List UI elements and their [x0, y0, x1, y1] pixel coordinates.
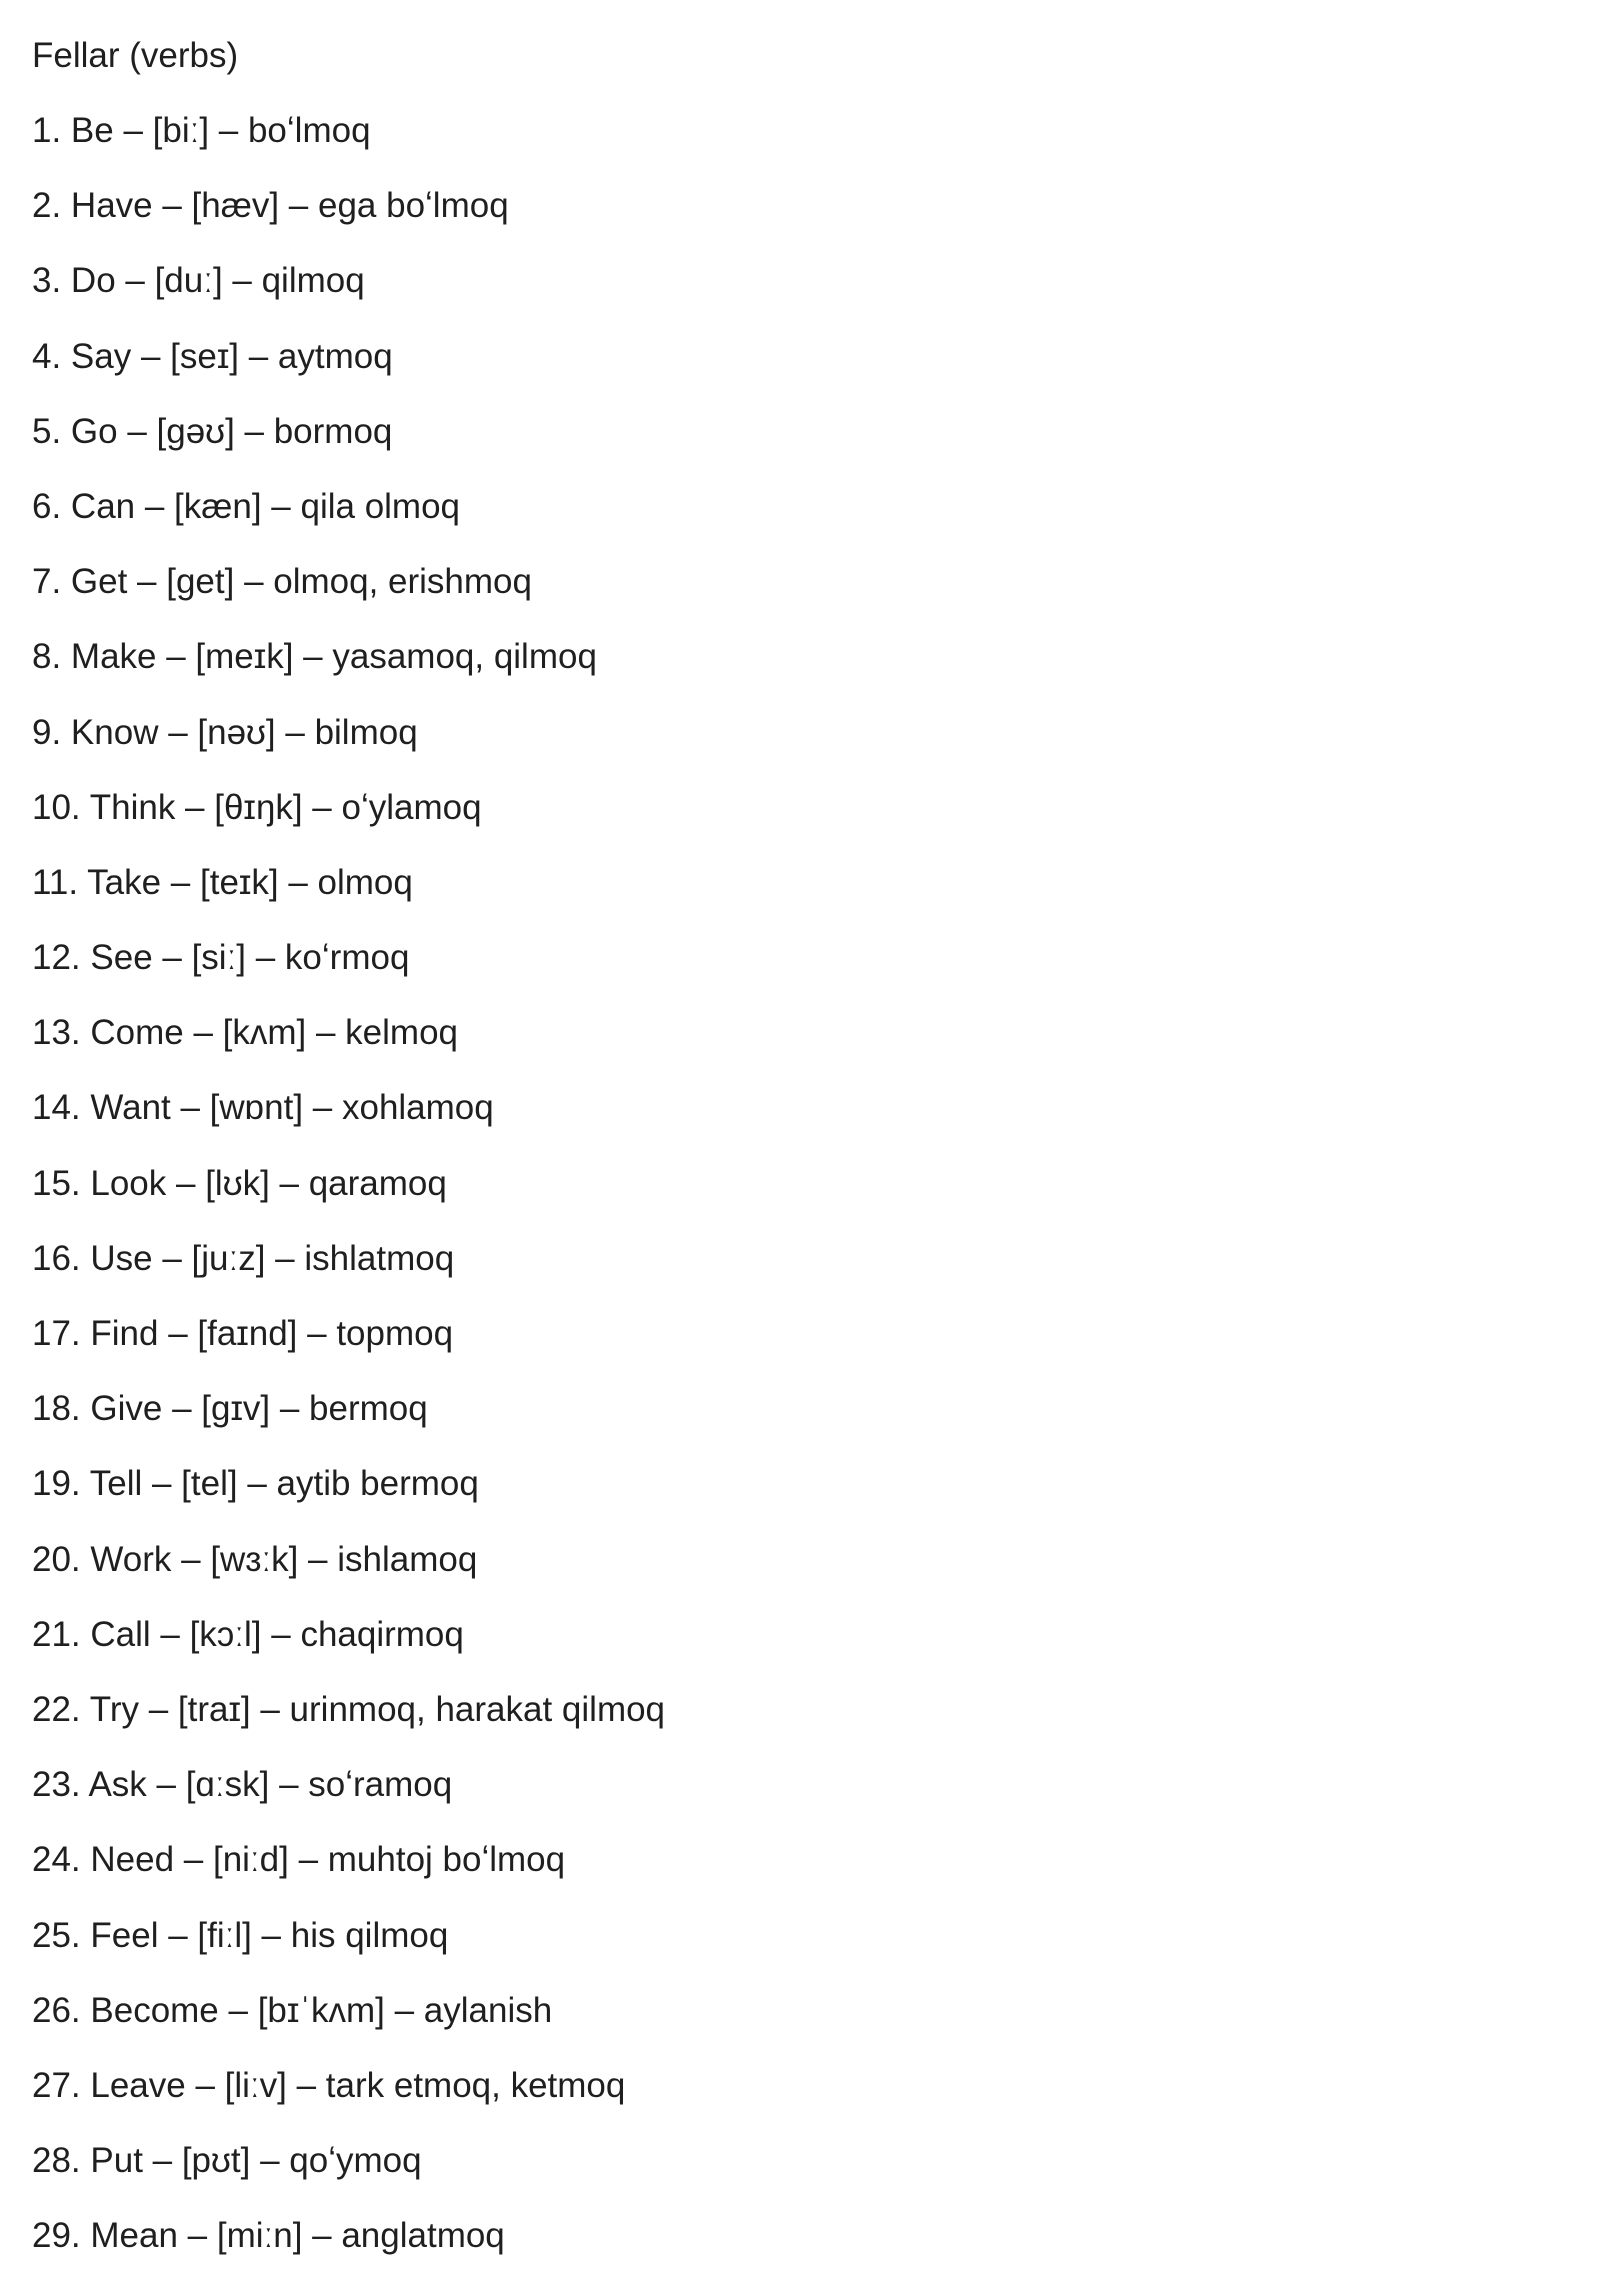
- list-item: 18. Give – [gɪv] – bermoq: [32, 1389, 428, 1429]
- list-item: 23. Ask – [ɑːsk] – soʻramoq: [32, 1765, 453, 1805]
- list-item: 4. Say – [seɪ] – aytmoq: [32, 336, 393, 376]
- list-item: 27. Leave – [liːv] – tark etmoq, ketmoq: [32, 2065, 626, 2105]
- list-item: 6. Can – [kæn] – qila olmoq: [32, 486, 461, 526]
- document-title: Fellar (verbs): [32, 36, 239, 75]
- document-page: [32, 18, 1568, 2273]
- list-item: 3. Do – [duː] – qilmoq: [32, 261, 365, 301]
- list-item: 16. Use – [juːz] – ishlatmoq: [32, 1238, 455, 1278]
- list-item: 25. Feel – [fiːl] – his qilmoq: [32, 1915, 449, 1955]
- list-item: 17. Find – [faɪnd] – topmoq: [32, 1314, 454, 1353]
- list-item: 15. Look – [lʊk] – qaramoq: [32, 1163, 447, 1203]
- list-item: 28. Put – [pʊt] – qoʻymoq: [32, 2141, 422, 2181]
- list-item: 21. Call – [kɔːl] – chaqirmoq: [32, 1614, 464, 1654]
- list-item: 11. Take – [teɪk] – olmoq: [32, 862, 413, 902]
- list-item: 19. Tell – [tel] – aytib bermoq: [32, 1464, 479, 1504]
- list-item: 8. Make – [meɪk] – yasamoq, qilmoq: [32, 637, 597, 677]
- list-item: 29. Mean – [miːn] – anglatmoq: [32, 2216, 505, 2256]
- list-item: 2. Have – [hæv] – ega boʻlmoq: [32, 186, 509, 226]
- list-item: 26. Become – [bɪˈkʌm] – aylanish: [32, 1990, 553, 2030]
- list-item: 12. See – [siː] – koʻrmoq: [32, 938, 410, 978]
- list-item: 14. Want – [wɒnt] – xohlamoq: [32, 1088, 494, 1128]
- list-item: 1. Be – [biː] – boʻlmoq: [32, 111, 371, 150]
- list-item: 9. Know – [nəʊ] – bilmoq: [32, 712, 418, 752]
- list-item: 24. Need – [niːd] – muhtoj boʻlmoq: [32, 1840, 566, 1880]
- list-item: 5. Go – [gəʊ] – bormoq: [32, 411, 393, 451]
- list-item: 10. Think – [θɪŋk] – oʻylamoq: [32, 787, 482, 827]
- list-item: 13. Come – [kʌm] – kelmoq: [32, 1013, 458, 1053]
- list-item: 7. Get – [get] – olmoq, erishmoq: [32, 562, 532, 602]
- list-item: 20. Work – [wɜːk] – ishlamoq: [32, 1539, 478, 1579]
- verb-list: [32, 93, 1568, 2273]
- list-item: 22. Try – [traɪ] – urinmoq, harakat qilmoq: [32, 1689, 666, 1729]
